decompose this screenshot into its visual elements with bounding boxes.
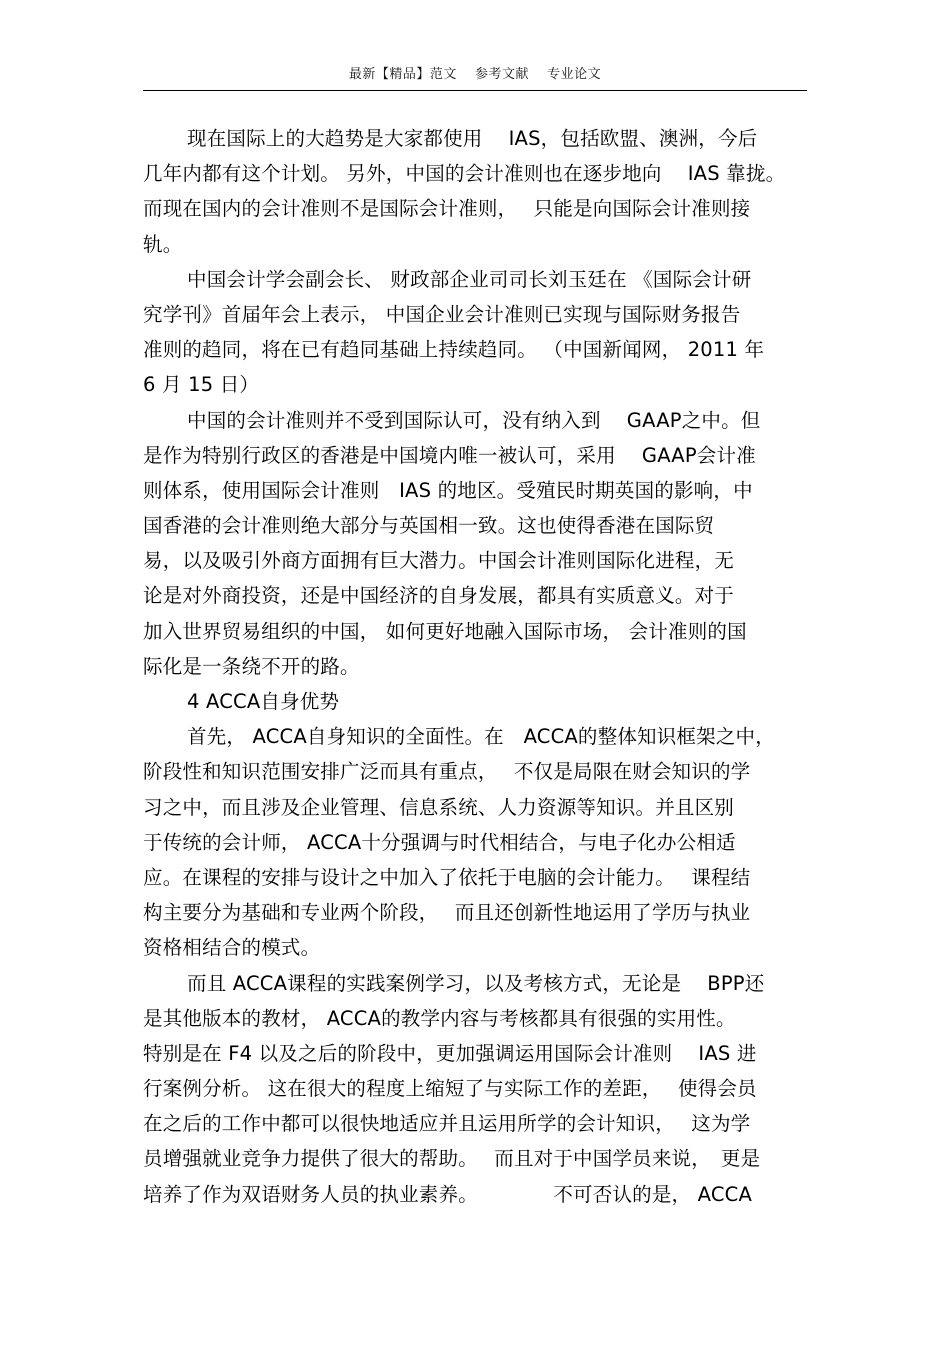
text-line: 特别是在 F4 以及之后的阶段中，更加强调运用国际会计准则 IAS 进	[143, 1041, 757, 1065]
document-body	[143, 121, 808, 1212]
text-line: 究学刊》首届年会上表示， 中国企业会计准则已实现与国际财务报告	[143, 302, 741, 326]
text-line: 行案例分析。 这在很大的程度上缩短了与实际工作的差距， 使得会员	[143, 1077, 757, 1101]
text-line: 中国会计学会副会长、 财政部企业司司长刘玉廷在 《国际会计研	[187, 267, 752, 291]
text-line: 而且 ACCA课程的实践案例学习，以及考核方式，无论是 BPP还	[187, 971, 765, 995]
header-divider	[143, 90, 807, 91]
text-line: 习之中，而且涉及企业管理、信息系统、人力资源等知识。并且区别	[143, 795, 735, 819]
text-line: 际化是一条绕不开的路。	[143, 654, 360, 678]
text-line: 构主要分为基础和专业两个阶段， 而且还创新性地运用了学历与执业	[143, 901, 751, 925]
text-line: 国香港的会计准则绝大部分与英国相一致。这也使得香港在国际贸	[143, 514, 715, 538]
text-line: 应。在课程的安排与设计之中加入了依托于电脑的会计能力。 课程结	[143, 865, 751, 889]
text-line: 6 月 15 日）	[143, 373, 260, 397]
text-line: 阶段性和知识范围安排广泛而具有重点， 不仅是局限在财会知识的学	[143, 760, 751, 784]
text-line: 4 ACCA自身优势	[187, 690, 340, 713]
text-line: 轨。	[143, 232, 183, 256]
text-line: 现在国际上的大趋势是大家都使用 IAS，包括欧盟、澳洲，今后	[187, 127, 758, 150]
text-line: 准则的趋同，将在已有趋同基础上持续趋同。 （中国新闻网， 2011 年	[143, 338, 765, 362]
text-line: 是作为特别行政区的香港是中国境内唯一被认可，采用 GAAP会计准	[143, 443, 756, 467]
text-line: 加入世界贸易组织的中国， 如何更好地融入国际市场， 会计准则的国	[143, 619, 747, 643]
text-line: 则体系，使用国际会计准则 IAS 的地区。受殖民时期英国的影响，中	[143, 478, 753, 502]
text-line: 而现在国内的会计准则不是国际会计准则， 只能是向国际会计准则接	[143, 197, 751, 221]
text-line: 几年内都有这个计划。 另外，中国的会计准则也在逐步地向 IAS 靠拢。	[143, 162, 786, 186]
text-line: 培养了作为双语财务人员的执业素养。 不可否认的是， ACCA	[143, 1182, 753, 1206]
text-line: 在之后的工作中都可以很快地适应并且运用所学的会计知识， 这为学	[143, 1112, 751, 1136]
text-line: 资格相结合的模式。	[143, 936, 321, 960]
text-line: 员增强就业竞争力提供了很大的帮助。 而且对于中国学员来说， 更是	[143, 1147, 761, 1171]
page-header: 最新【精品】范文 参考文献 专业论文	[348, 67, 602, 82]
text-line: 于传统的会计师， ACCA十分强调与时代相结合，与电子化办公相适	[143, 830, 736, 854]
text-line: 中国的会计准则并不受到国际认可，没有纳入到 GAAP之中。但	[187, 408, 761, 432]
text-line: 是其他版本的教材， ACCA的教学内容与考核都具有很强的实用性。	[143, 1006, 736, 1030]
text-line: 首先， ACCA自身知识的全面性。在 ACCA的整体知识框架之中，	[187, 725, 775, 749]
text-line: 论是对外商投资，还是中国经济的自身发展，都具有实质意义。对于	[143, 584, 735, 608]
text-line: 易，以及吸引外商方面拥有巨大潜力。中国会计准则国际化进程，无	[143, 549, 735, 573]
